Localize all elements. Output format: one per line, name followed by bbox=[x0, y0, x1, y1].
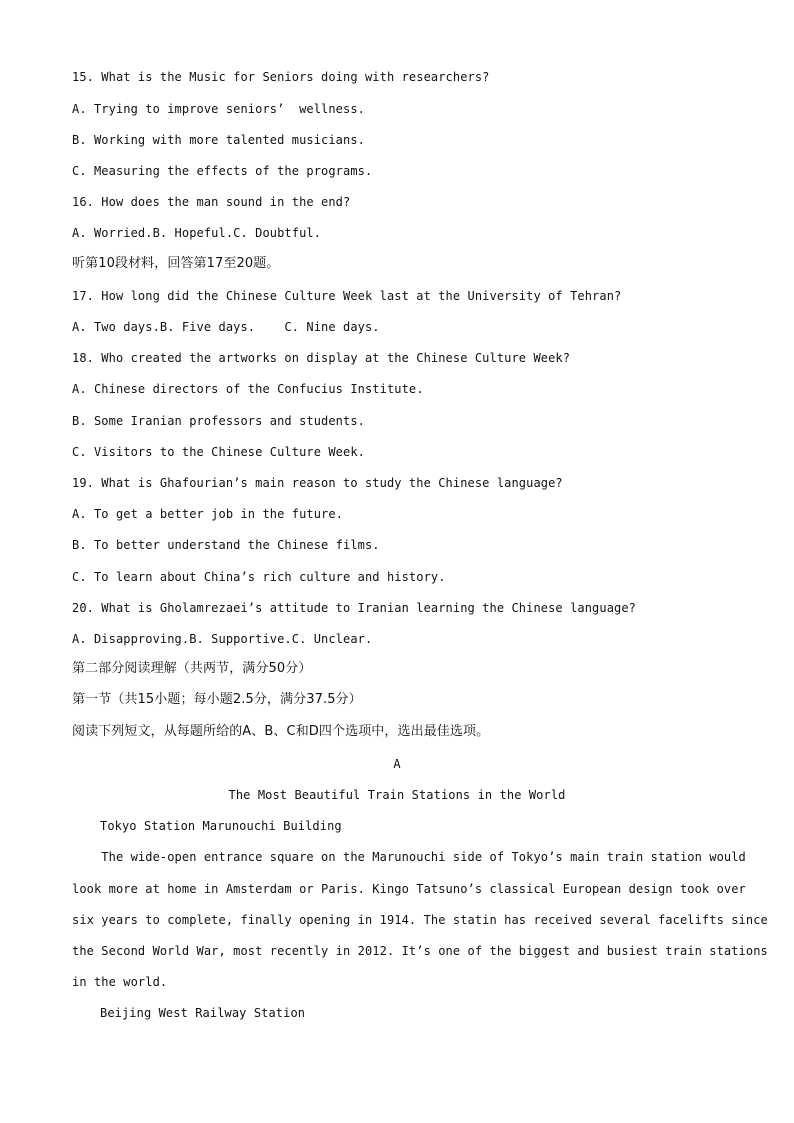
q17-options: A. Two days.B. Five days. C. Nine days. bbox=[72, 320, 380, 334]
q20-stem: 20. What is Gholamrezaei’s attitude to Iranian learning the Chinese language? bbox=[72, 601, 636, 615]
passage-label: A bbox=[393, 757, 401, 771]
part2-instruction: 阅读下列短文，从每题所给的A、B、C和D四个选项中，选出最佳选项。 bbox=[72, 724, 490, 739]
q19-stem: 19. What is Ghafourian’s main reason to study the Chinese language? bbox=[72, 476, 563, 490]
q15-option-c: C. Measuring the effects of the programs. bbox=[72, 164, 373, 178]
paragraph-line: the Second World War, most recently in 2012. It’s one of the biggest and busiest train stations bbox=[72, 944, 768, 958]
q19-option-a: A. To get a better job in the future. bbox=[72, 507, 344, 521]
paragraph-line: look more at home in Amsterdam or Paris. Kingo Tatsuno’s classical European design took over bbox=[72, 882, 746, 896]
q15-option-b: B. Working with more talented musicians. bbox=[72, 133, 365, 147]
q20-options: A. Disapproving.B. Supportive.C. Unclear. bbox=[72, 632, 373, 646]
subheading-beijing-west: Beijing West Railway Station bbox=[100, 1006, 306, 1020]
q18-stem: 18. Who created the artworks on display at the Chinese Culture Week? bbox=[72, 351, 571, 365]
q19-option-c: C. To learn about China’s rich culture and history. bbox=[72, 570, 446, 584]
q16-stem: 16. How does the man sound in the end? bbox=[72, 195, 351, 209]
part2-heading: 第二部分阅读理解（共两节，满分50分） bbox=[72, 661, 312, 676]
paragraph-line: in the world. bbox=[72, 975, 168, 989]
paragraph-line: six years to complete, finally opening in 1914. The statin has received several facelifts since bbox=[72, 913, 768, 927]
passage-title: The Most Beautiful Train Stations in the World bbox=[228, 788, 566, 802]
q15-stem: 15. What is the Music for Seniors doing with researchers? bbox=[72, 70, 490, 84]
section10-instruction: 听第10段材料，回答第17至20题。 bbox=[72, 256, 280, 271]
q17-stem: 17. How long did the Chinese Culture Week last at the University of Tehran? bbox=[72, 289, 622, 303]
q16-options: A. Worried.B. Hopeful.C. Doubtful. bbox=[72, 226, 322, 240]
q15-option-a: A. Trying to improve seniors’ wellness. bbox=[72, 102, 365, 116]
q18-option-a: A. Chinese directors of the Confucius Institute. bbox=[72, 382, 424, 396]
subheading-tokyo-station: Tokyo Station Marunouchi Building bbox=[100, 819, 342, 833]
q18-option-b: B. Some Iranian professors and students. bbox=[72, 414, 365, 428]
q18-option-c: C. Visitors to the Chinese Culture Week. bbox=[72, 445, 365, 459]
paragraph-line: The wide-open entrance square on the Marunouchi side of Tokyo’s main train station would bbox=[72, 850, 746, 864]
q19-option-b: B. To better understand the Chinese films. bbox=[72, 538, 380, 552]
part2-section1: 第一节（共15小题；每小题2.5分，满分37.5分） bbox=[72, 692, 362, 707]
